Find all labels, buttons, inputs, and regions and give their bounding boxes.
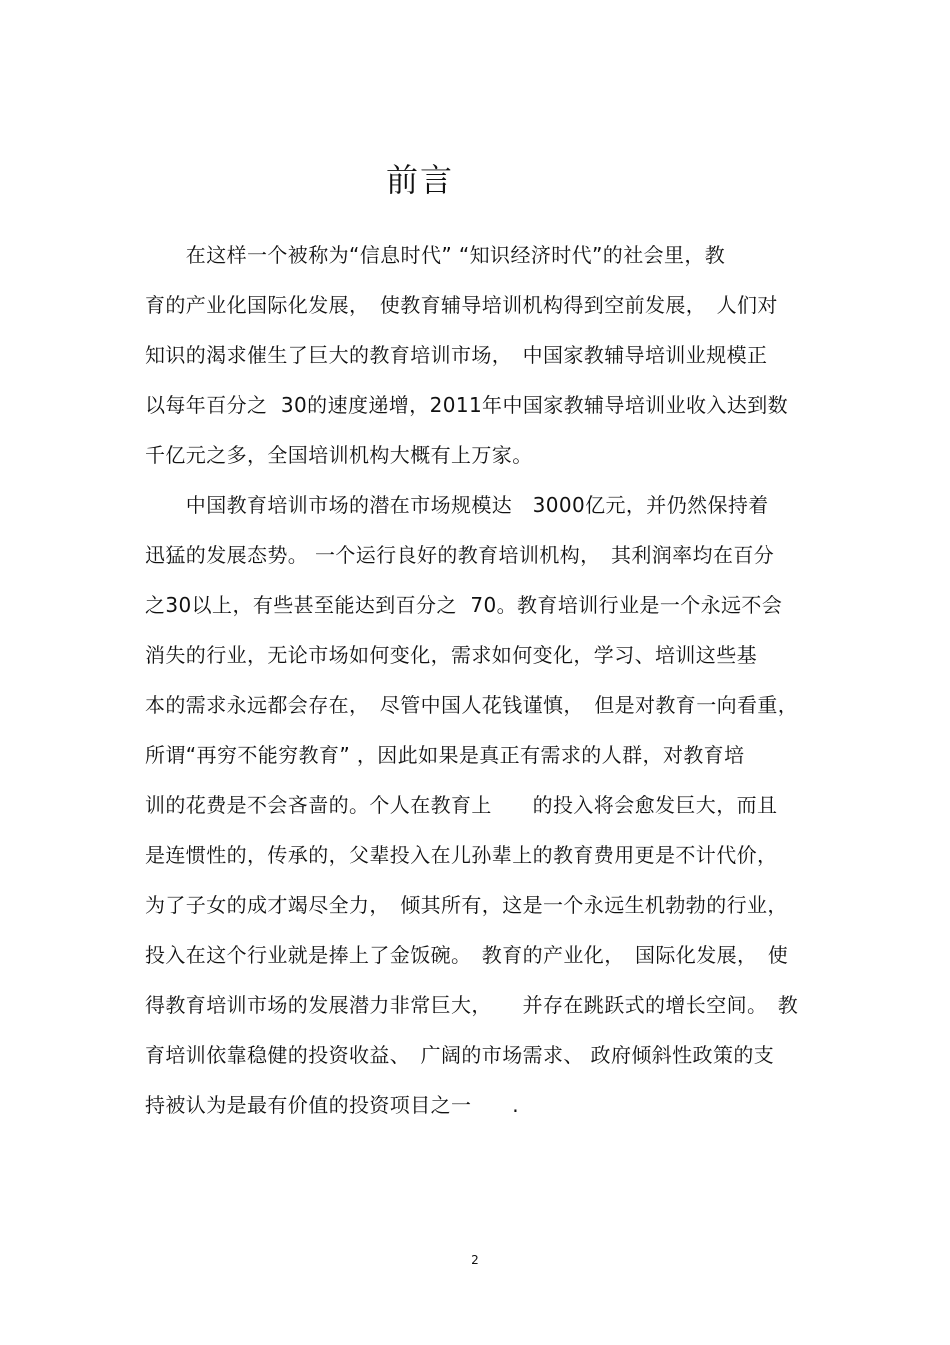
text-line: 得教育培训市场的发展潜力非常巨大， 并存在跳跃式的增长空间。 教 [145, 993, 799, 1017]
text-line: 是连惯性的，传承的，父辈投入在儿孙辈上的教育费用更是不计代价， [145, 843, 778, 867]
text-line: 投入在这个行业就是捧上了金饭碗。 教育的产业化， 国际化发展， 使 [145, 943, 789, 967]
text-line: 所谓“再穷不能穷教育” ，因此如果是真正有需求的人群，对教育培 [145, 743, 745, 767]
text-line: 育培训依靠稳健的投资收益、 广阔的市场需求、 政府倾斜性政策的支 [145, 1043, 775, 1067]
text-line: 育的产业化国际化发展， 使教育辅导培训机构得到空前发展， 人们对 [145, 293, 778, 317]
text-line: 消失的行业，无论市场如何变化，需求如何变化，学习、培训这些基 [145, 643, 757, 667]
text-line: 持被认为是最有价值的投资项目之一 . [145, 1093, 519, 1117]
text-line: 为了子女的成才竭尽全力， 倾其所有，这是一个永远生机勃勃的行业， [145, 893, 788, 917]
page-title: 前言 [385, 161, 454, 199]
text-line: 在这样一个被称为“信息时代” “知识经济时代”的社会里，教 [145, 243, 726, 267]
text-line: 本的需求永远都会存在， 尽管中国人花钱谨慎， 但是对教育一向看重， [145, 693, 799, 717]
text-line: 知识的渴求催生了巨大的教育培训市场， 中国家教辅导培训业规模正 [145, 343, 768, 367]
text-line: 千亿元之多，全国培训机构大概有上万家。 [145, 443, 533, 467]
text-line: 训的花费是不会吝啬的。个人在教育上 的投入将会愈发巨大，而且 [145, 793, 778, 817]
text-line: 以每年百分之 30的速度递增，2011年中国家教辅导培训业收入达到数 [145, 393, 789, 417]
text-line: 中国教育培训市场的潜在市场规模达 3000亿元，并仍然保持着 [145, 493, 769, 517]
text-line: 迅猛的发展态势。 一个运行良好的教育培训机构， 其利润率均在百分 [145, 543, 775, 567]
page-number: 2 [471, 1253, 479, 1267]
text-line: 之30以上，有些甚至能达到百分之 70。教育培训行业是一个永远不会 [145, 593, 783, 617]
